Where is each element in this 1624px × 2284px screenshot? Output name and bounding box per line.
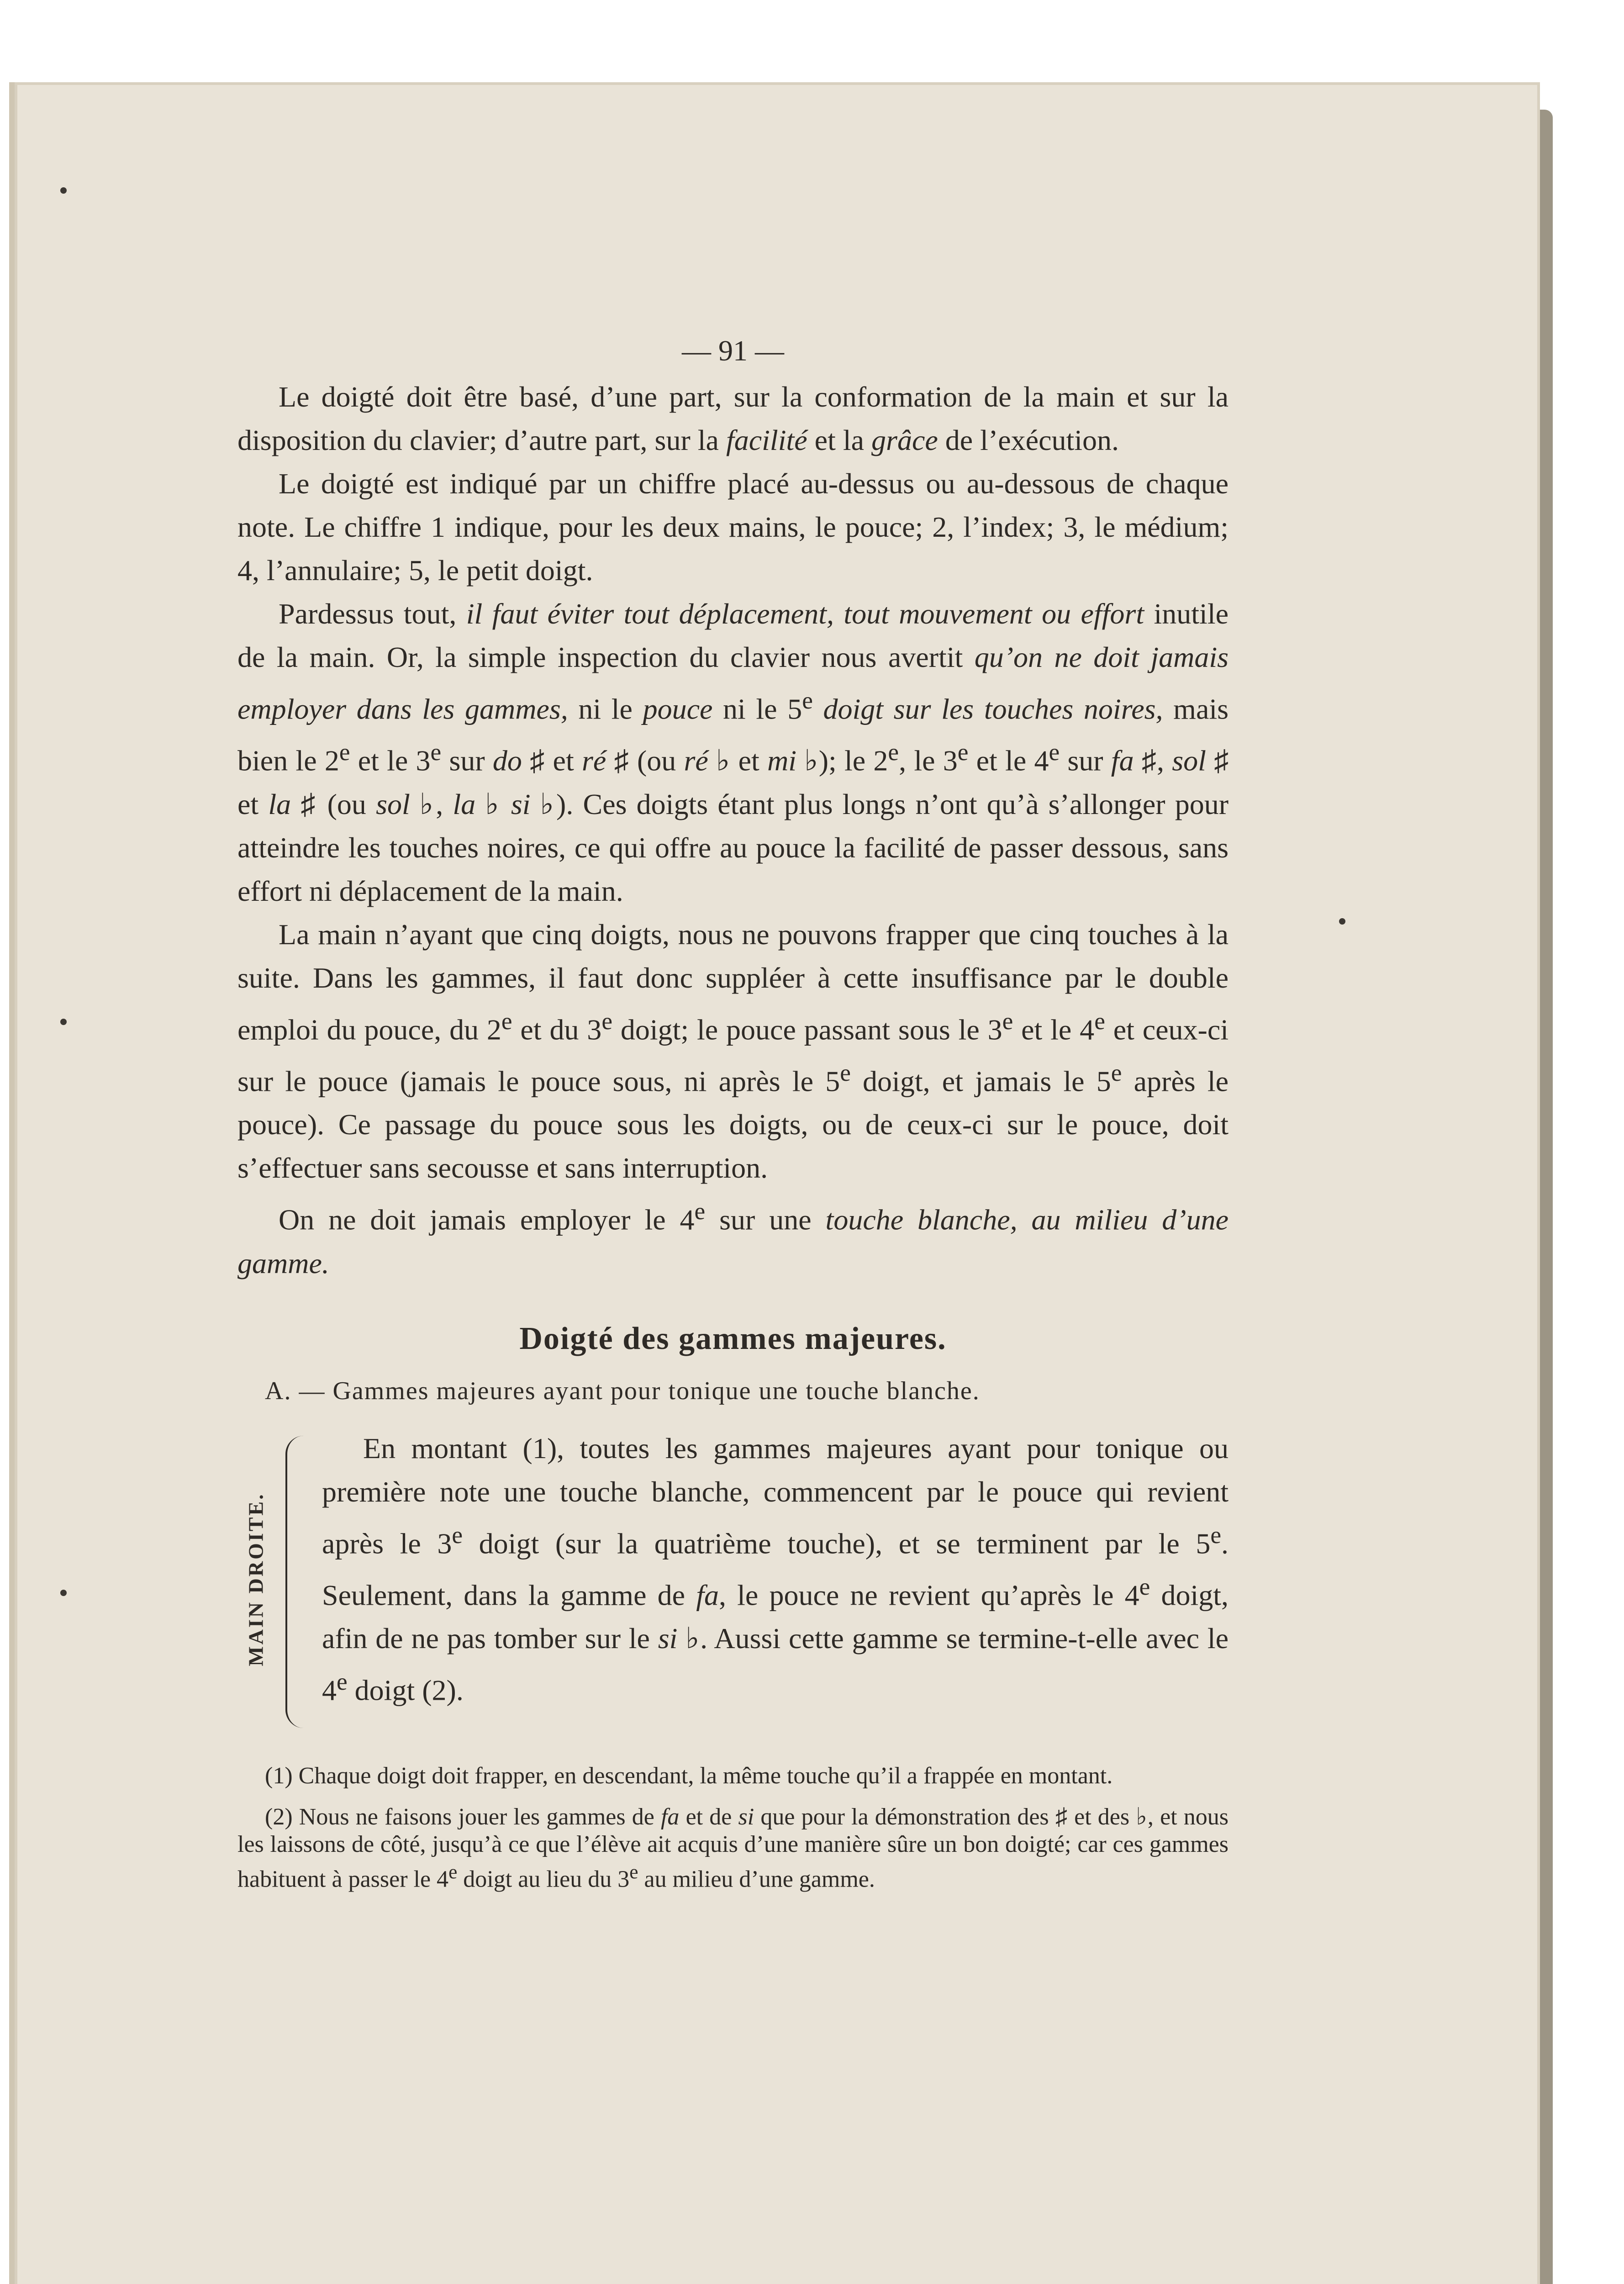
block-paragraph: [322, 1427, 1229, 1712]
text-run: e: [452, 1521, 463, 1549]
text-run: Pardessus tout,: [279, 597, 466, 630]
text-run: touche blanche, au milieu d’une gamme.: [237, 1203, 1229, 1279]
text-run: fa: [660, 1803, 680, 1830]
text-run: e: [448, 1861, 458, 1883]
text-run: mais bien le 2: [237, 693, 1229, 777]
text-run: ♭); le 2: [796, 744, 888, 777]
text-run: inutile de la main. Or, la simple inspection du clavier nous avertit: [237, 597, 1229, 673]
text-run: e: [957, 738, 969, 766]
brace: [285, 1436, 306, 1728]
text-run: qu’on ne doit jamais employer dans les gammes,: [237, 641, 1229, 725]
text-run: ni le 5: [712, 693, 802, 725]
text-run: facilité: [726, 424, 807, 456]
text-run: sur: [441, 744, 493, 777]
text-run: ♯ et: [522, 744, 582, 777]
footnotes: [237, 1762, 1229, 1893]
text-run: e: [1094, 1007, 1105, 1035]
page-number: — 91 —: [682, 334, 784, 367]
text-run: e: [694, 1197, 706, 1225]
text-run: et le 3: [350, 744, 431, 777]
text-run: e: [1002, 1007, 1013, 1035]
text-run: . Seulement, dans la gamme de: [322, 1527, 1229, 1612]
text-run: La main n’ayant que cinq doigts, nous ne pouvons frapper que cinq touches à la suite. Dans les gammes, il faut donc suppléer à cette insuffisance par le double emploi du pouce, du 2: [237, 918, 1229, 1046]
paragraph: [237, 375, 1229, 462]
text-run: ♭). Ces doigts étant plus longs n’ont qu’à s’allonger pour atteindre les touches noires, ce qui offre au pouce la facilité de passer dessous, sans effort ni déplacement de la main.: [237, 788, 1229, 907]
margin-mark: [60, 1019, 67, 1025]
text-run: e: [337, 1668, 348, 1696]
text-run: (1) Chaque doigt doit frapper, en descendant, la même touche qu’il a frappée en montant.: [265, 1762, 1113, 1789]
text-run: grâce: [871, 424, 938, 456]
text-run: e: [802, 687, 813, 714]
text-run: On ne doit jamais employer le 4: [279, 1203, 695, 1236]
text-run: e: [601, 1007, 612, 1035]
margin-mark: [60, 187, 67, 194]
text-run: et le 4: [1013, 1013, 1095, 1046]
text-run: doigt; le pouce passant sous le 3: [612, 1013, 1002, 1046]
text-run: ♯ (ou: [606, 744, 684, 777]
margin-mark: [1339, 918, 1345, 925]
text-run: ♭ et: [708, 744, 768, 777]
page-text: [237, 329, 1229, 1907]
text-run: e: [501, 1007, 512, 1035]
text-run: pouce: [643, 693, 713, 725]
text-run: , le pouce ne revient qu’après le 4: [718, 1579, 1139, 1612]
text-run: e: [840, 1058, 851, 1086]
text-run: de l’exécution.: [938, 424, 1119, 456]
text-run: doigt (2).: [347, 1674, 464, 1707]
text-run: e: [1139, 1572, 1150, 1600]
text-run: que pour la démonstration des ♯ et des ♭, et nous les laissons de côté, jusqu’à ce que l’élève ait acquis d’une manière sûre un bon doigté; car ces gammes habituent à passer le 4: [237, 1803, 1229, 1892]
text-run: mi: [767, 744, 797, 777]
text-run: e: [888, 738, 899, 766]
text-run: do: [492, 744, 522, 777]
text-run: si: [511, 788, 531, 820]
text-run: e: [1049, 738, 1060, 766]
margin-mark: [60, 1590, 67, 1596]
text-run: ♭. Aussi cette gamme se termine-t-elle avec le 4: [322, 1622, 1229, 1707]
text-run: sol: [376, 788, 410, 820]
text-run: il faut éviter tout déplacement, tout mouvement ou effort: [466, 597, 1144, 630]
text-run: ré: [581, 744, 606, 777]
footnote: [237, 1803, 1229, 1893]
text-run: après le pouce). Ce passage du pouce sous les doigts, ou de ceux-ci sur le pouce, doit s’effectuer sans secousse et sans interruption.: [237, 1065, 1229, 1184]
text-run: fa: [696, 1579, 719, 1612]
text-run: , le 3: [899, 744, 958, 777]
text-run: fa: [1111, 744, 1134, 777]
paragraph: [237, 592, 1229, 913]
text-run: sol: [1172, 744, 1206, 777]
body-paragraphs: [237, 375, 1229, 1285]
text-run: e: [1111, 1058, 1122, 1086]
text-run: e: [629, 1861, 638, 1883]
section-heading: Doigté des gammes majeures.: [519, 1321, 947, 1356]
paragraph: [237, 1190, 1229, 1285]
text-run: ♯,: [1134, 744, 1172, 777]
side-label-text: MAIN DROITE.: [244, 1492, 268, 1666]
text-run: et de: [679, 1803, 738, 1830]
text-run: au milieu d’une gamme.: [638, 1866, 875, 1892]
paragraph: [237, 913, 1229, 1190]
text-run: ♭,: [410, 788, 453, 820]
text-run: ni le: [568, 693, 643, 725]
text-run: doigt sur les touches noires,: [823, 693, 1163, 725]
text-run: la: [268, 788, 291, 820]
text-run: En montant (1), toutes les gammes majeures ayant pour tonique ou première note une touche blanche, commencent par le pouce qui revient après le 3: [322, 1432, 1229, 1560]
subsection-heading: A. — Gammes majeures ayant pour tonique une touche blanche.: [265, 1376, 980, 1405]
text-run: ♯ et: [237, 744, 1229, 820]
text-run: sur: [1060, 744, 1111, 777]
text-run: e: [1210, 1521, 1221, 1549]
text-run: et le 4: [968, 744, 1049, 777]
side-label: [237, 1492, 274, 1666]
text-run: si: [738, 1803, 754, 1830]
text-run: sur une: [705, 1203, 826, 1236]
text-run: Le doigté est indiqué par un chiffre placé au-dessus ou au-dessous de chaque note. Le chiffre 1 indique, pour les deux mains, le pouce; 2, l’index; 3, le médium; 4, l’annulaire; 5, le petit doigt.: [237, 467, 1229, 587]
text-run: doigt au lieu du 3: [457, 1866, 630, 1892]
paragraph: [237, 462, 1229, 592]
main-droite-block: [237, 1427, 1229, 1712]
text-run: ♭: [475, 788, 511, 820]
text-run: et ceux-ci sur le pouce (jamais le pouce sous, ni après le 5: [237, 1013, 1229, 1098]
text-run: si: [658, 1622, 678, 1655]
text-run: e: [430, 738, 442, 766]
text-run: Le doigté doit être basé, d’une part, sur la conformation de la main et sur la disposition du clavier; d’autre part, sur la: [237, 381, 1229, 456]
text-run: ♯ (ou: [291, 788, 376, 820]
text-run: et la: [807, 424, 872, 456]
text-run: doigt (sur la quatrième touche), et se terminent par le 5: [463, 1527, 1211, 1560]
text-run: (2) Nous ne faisons jouer les gammes de: [265, 1803, 661, 1830]
text-run: et du 3: [512, 1013, 602, 1046]
text-run: ré: [684, 744, 708, 777]
text-run: e: [339, 738, 350, 766]
text-run: la: [453, 788, 476, 820]
footnote: [237, 1762, 1229, 1790]
text-run: [813, 693, 823, 725]
text-run: doigt, et jamais le 5: [850, 1065, 1111, 1098]
text-run: doigt, afin de ne pas tomber sur le: [322, 1579, 1229, 1655]
